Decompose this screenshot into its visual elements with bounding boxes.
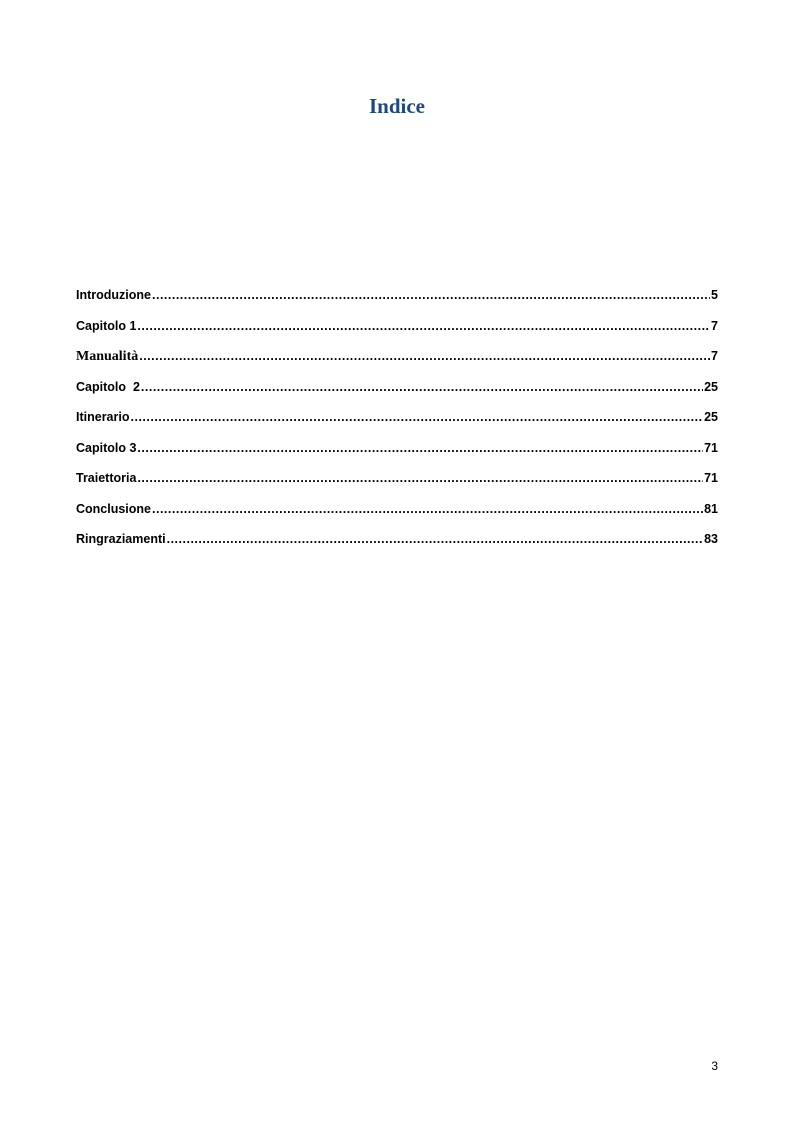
toc-dot-leader (141, 380, 703, 394)
toc-entry-page: 25 (704, 379, 718, 394)
toc-entry-capitolo-2[interactable] (76, 380, 718, 411)
toc-entry-page: 71 (704, 440, 718, 455)
toc-entry-capitolo-1[interactable] (76, 319, 718, 350)
toc-entry-label: Capitolo 1 (76, 318, 137, 333)
toc-dot-leader (137, 441, 703, 455)
toc-entry-ringraziamenti[interactable] (76, 532, 718, 563)
toc-dot-leader (137, 471, 703, 485)
toc-dot-leader (137, 319, 710, 333)
page-title: Indice (368, 94, 425, 118)
toc-entry-capitolo-3[interactable] (76, 441, 718, 472)
toc-entry-page: 71 (704, 471, 718, 485)
toc-entry-label: Conclusione (76, 501, 152, 516)
toc-entry-introduzione[interactable] (76, 288, 718, 319)
toc-entry-label: Capitolo 3 (76, 440, 137, 455)
toc-dot-leader (167, 532, 703, 546)
toc-entry-page: 7 (711, 318, 718, 333)
toc-dot-leader (152, 502, 703, 516)
toc-entry-page: 83 (704, 532, 718, 546)
toc-entry-label: Itinerario (76, 410, 130, 424)
toc-entry-manualita[interactable] (76, 349, 718, 380)
toc-entry-label: Capitolo 2 (76, 379, 140, 394)
page-number: 3 (711, 1059, 718, 1073)
toc-entry-traiettoria[interactable] (76, 471, 718, 502)
toc-entry-label: Ringraziamenti (76, 532, 166, 546)
toc-entry-page: 81 (704, 501, 718, 516)
toc-entry-label: Traiettoria (76, 471, 137, 485)
toc-entry-page: 5 (711, 288, 718, 302)
toc-entry-itinerario[interactable] (76, 410, 718, 441)
toc-dot-leader (152, 288, 710, 302)
table-of-contents (76, 288, 718, 563)
toc-entry-page: 7 (711, 349, 718, 363)
toc-entry-label: Introduzione (76, 288, 151, 302)
toc-entry-page: 25 (704, 410, 718, 424)
toc-entry-label: Manualità (76, 349, 139, 364)
toc-dot-leader (131, 410, 704, 424)
toc-dot-leader (139, 349, 710, 363)
toc-entry-conclusione[interactable] (76, 502, 718, 533)
